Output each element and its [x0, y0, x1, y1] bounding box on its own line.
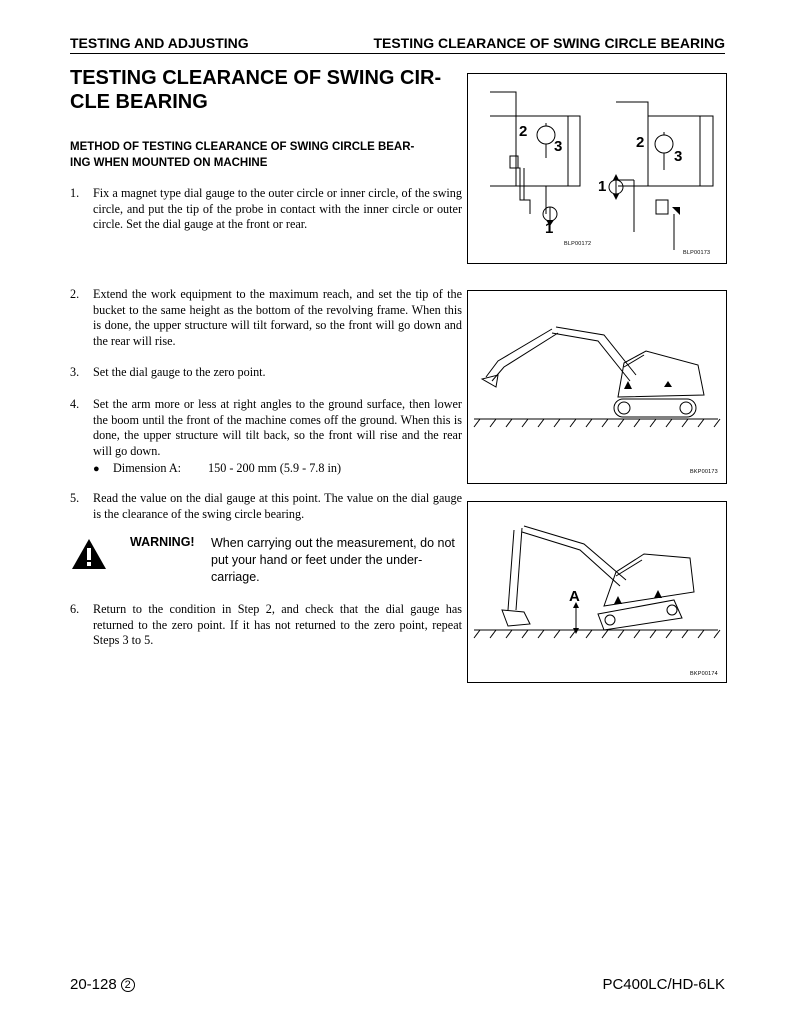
step-text: Fix a magnet type dial gauge to the outer circle or inner circle, of the swing circle, and put the tip of the probe in contact with the inner circle or outer circle. Set the dial gauge at the front or rear.	[93, 186, 462, 231]
step-text: Set the arm more or less at right angles to the ground surface, then lower the boom until the front of the machine comes off the ground. When this is done, the upper structure will tilt back, so the front will rise and the rear will go down.	[93, 397, 462, 458]
running-header	[70, 33, 725, 54]
step-number: 4.	[70, 397, 80, 411]
excavator-front-raised-diagram	[468, 502, 726, 682]
page-title-line-2: CLE BEARING	[70, 91, 208, 113]
callout-2-left: 2	[519, 123, 528, 140]
method-heading	[70, 139, 465, 171]
figure-code-right: BLP00173	[683, 250, 711, 256]
warning-label: WARNING!	[130, 535, 195, 549]
dimension-a-label: A	[569, 588, 580, 605]
step-2	[70, 287, 462, 349]
step-text: Extend the work equipment to the maximum reach, and set the tip of the bucket to the same height as the bottom of the revolving frame. When this is done, the upper structure will tilt forward, so the front will go down and the rear will rise.	[93, 287, 462, 348]
callout-3-left: 3	[554, 138, 563, 155]
model-name: PC400LC/HD-6LK	[602, 976, 725, 993]
step-number: 2.	[70, 287, 80, 301]
dial-gauge-diagram	[468, 74, 726, 263]
figure-dial-gauge-mounting	[467, 73, 727, 264]
callout-2-right: 2	[636, 134, 645, 151]
callout-3-right: 3	[674, 148, 683, 165]
figure-excavator-front-raised	[467, 501, 727, 683]
step-3	[70, 365, 462, 381]
step-number: 5.	[70, 491, 80, 505]
step-text: Set the dial gauge to the zero point.	[93, 365, 266, 379]
figure-code-left: BLP00172	[564, 241, 592, 247]
figure-code: BKP00174	[690, 671, 718, 677]
figure-code: BKP00173	[690, 469, 718, 475]
step-number: 6.	[70, 602, 80, 616]
step-4	[70, 397, 462, 459]
header-section: TESTING AND ADJUSTING	[70, 35, 249, 51]
excavator-extended-diagram	[468, 291, 726, 483]
method-heading-line-2: ING WHEN MOUNTED ON MACHINE	[70, 157, 268, 169]
figure-excavator-extended	[467, 290, 727, 484]
step-text: Read the value on the dial gauge at this point. The value on the dial gauge is the clearance of the swing circle bearing.	[93, 491, 462, 521]
callout-1-right: 1	[598, 178, 607, 195]
header-topic: TESTING CLEARANCE OF SWING CIRCLE BEARING	[373, 35, 725, 51]
dimension-label: Dimension A:	[113, 461, 182, 475]
revision-mark: 2	[121, 978, 135, 992]
page-title-line-1: TESTING CLEARANCE OF SWING CIR-	[70, 67, 442, 89]
step-5	[70, 491, 462, 522]
dimension-a-item	[93, 461, 453, 478]
callout-1-left: 1	[545, 220, 554, 237]
page-number-text: 20-128	[70, 976, 117, 993]
dimension-value: 150 - 200 mm (5.9 - 7.8 in)	[208, 461, 342, 475]
page-title	[70, 66, 465, 114]
step-6	[70, 602, 462, 649]
bullet-icon: ●	[93, 463, 100, 475]
warning-text: When carrying out the measurement, do not put your hand or feet under the under-carriage.	[211, 536, 455, 584]
page-number	[70, 976, 135, 993]
warning-icon	[71, 538, 107, 570]
step-text: Return to the condition in Step 2, and check that the dial gauge has returned to the zero point. If it has not returned to the zero point, repeat Steps 3 to 5.	[93, 602, 462, 647]
step-1	[70, 186, 462, 233]
method-heading-line-1: METHOD OF TESTING CLEARANCE OF SWING CIRCLE BEAR-	[70, 141, 415, 153]
step-number: 3.	[70, 365, 80, 379]
step-number: 1.	[70, 186, 80, 200]
